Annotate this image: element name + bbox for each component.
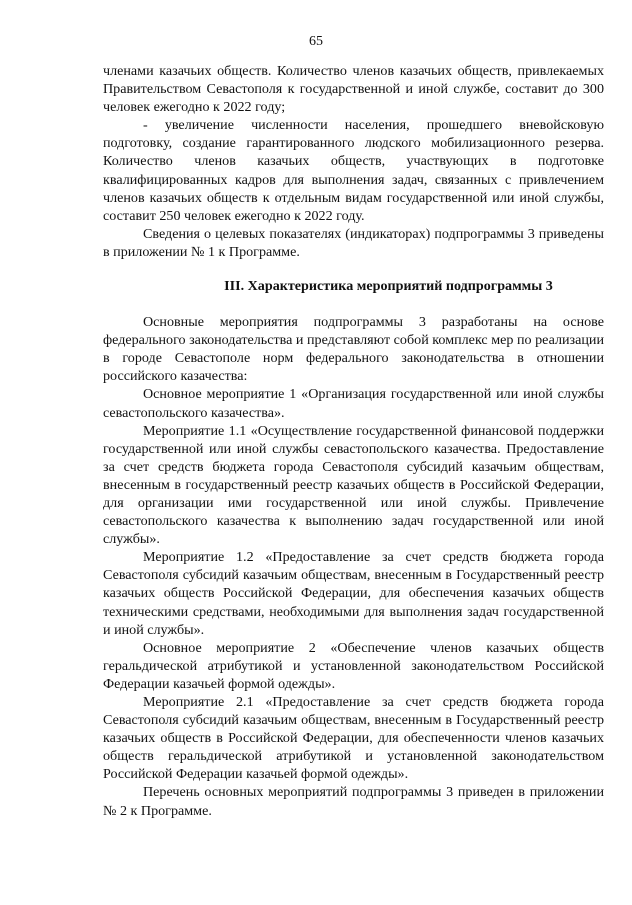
paragraph-measure-1-2: Мероприятие 1.2 «Предоставление за счет средств бюджета города Севастополя субсидий казачьим обществам, внесенным в Государственный реестр казачьих обществ Российской Федерации, для обеспечения казачьих обществ техническими средствами, необходимыми для выполнения задач государственной и иной службы». [103,549,604,638]
page-number: 65 [309,34,323,49]
paragraph-measure-1-1: Мероприятие 1.1 «Осуществление государственной финансовой поддержки государственной или иной службы севастопольского казачества. Предоставление за счет средств бюджета города Севастополя субсидий казачьим обществам, внесенным в государственный реестр казачьих обществ в Российской Федерации, для организации ими государственной или иной службы. Привлечение севастопольского казачества к выполнению задач государственной или иной службы». [103,422,604,548]
paragraph-main-measures: Основные мероприятия подпрограммы 3 разработаны на основе федерального законодательства и представляют собой комплекс мер по реализации в городе Севастополе норм федерального законодательства в отношении российского казачества: [103,314,604,385]
paragraph-target-indicators: Сведения о целевых показателях (индикаторах) подпрограммы 3 приведены в приложении № 1 к Программе. [103,225,604,260]
paragraph-cossack-members: членами казачьих обществ. Количество членов казачьих обществ, привлекаемых Правительством Севастополя к государственной и иной службе, составит до 300 человек ежегодно к 2022 году; [103,63,604,116]
paragraph-population-growth: - увеличение численности населения, прошедшего вневойсковую подготовку, создание гарантированного людского мобилизационного резерва. Количество членов казачьих обществ, участвующих в подготовке квалифицированных кадров для выполнения задач, связанных с привлечением членов казачьих обществ к отдельным видам государственной или иной службы, составит 250 человек ежегодно к 2022 году. [103,117,604,224]
paragraph-main-measure-1: Основное мероприятие 1 «Организация государственной или иной службы севастопольского казачества». [103,386,604,421]
paragraph-measures-list: Перечень основных мероприятий подпрограммы 3 приведен в приложении № 2 к Программе. [103,784,604,819]
paragraph-measure-2-1: Мероприятие 2.1 «Предоставление за счет средств бюджета города Севастополя субсидий казачьим обществам, внесенным в Государственный реестр казачьих обществ в Российской Федерации, для обеспеченности членов казачьих обществ геральдической атрибутикой и установленной законодательством Российской Федерации казачьей формой одежды». [103,694,604,783]
paragraph-main-measure-2: Основное мероприятие 2 «Обеспечение членов казачьих обществ геральдической атрибутикой и установленной законодательством Российской Федерации казачьей формой одежды». [103,639,604,692]
section-heading: III. Характеристика мероприятий подпрограммы 3 [224,278,553,295]
